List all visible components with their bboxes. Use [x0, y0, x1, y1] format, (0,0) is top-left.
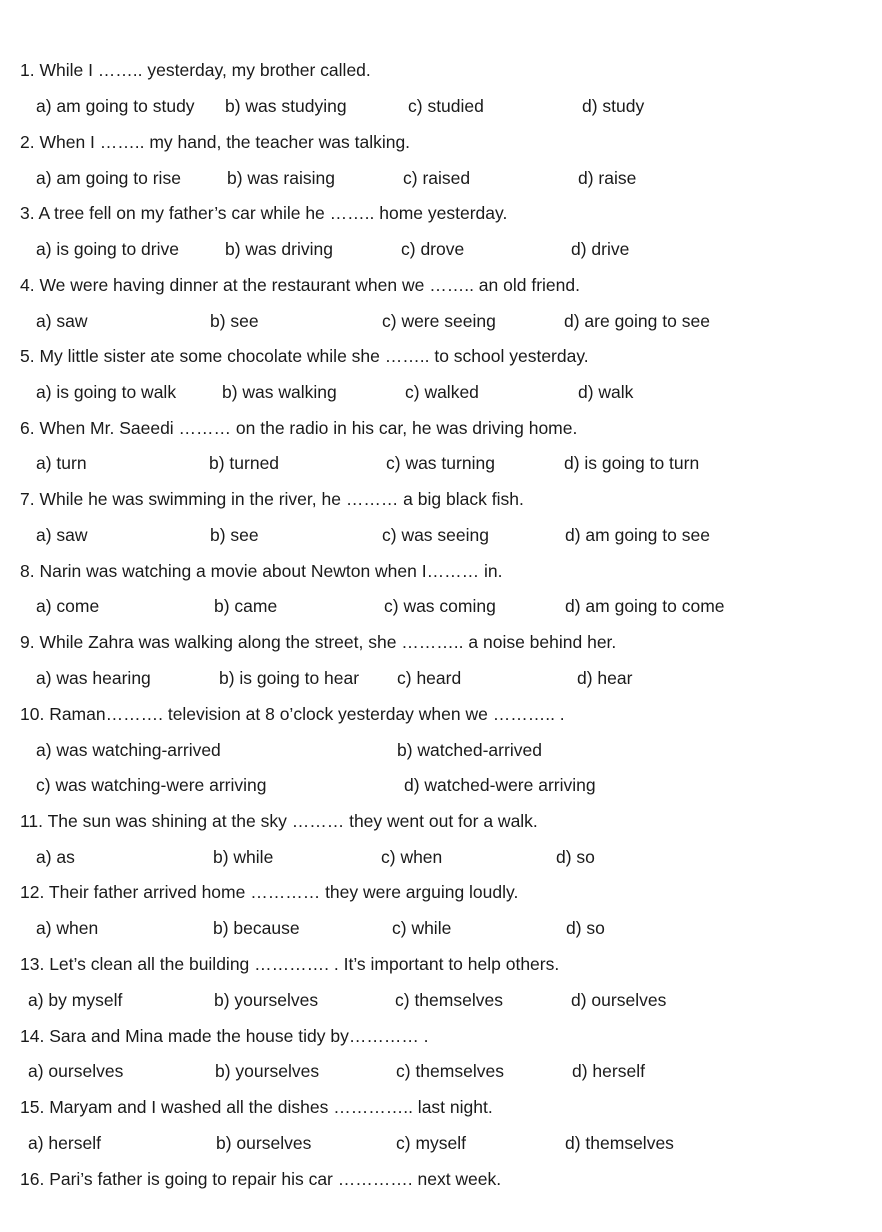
- q6-option-d[interactable]: d) is going to turn: [564, 453, 700, 473]
- q10-option-d[interactable]: d) watched-were arriving: [404, 775, 596, 795]
- q11-option-a[interactable]: a) as: [36, 847, 75, 867]
- q8-option-c[interactable]: c) was coming: [384, 596, 496, 616]
- q15-option-a[interactable]: a) herself: [28, 1133, 101, 1153]
- q6-option-a[interactable]: a) turn: [36, 453, 87, 473]
- question-16: 16. Pari’s father is going to repair his car …………. next week.: [20, 1169, 502, 1189]
- q9-option-a[interactable]: a) was hearing: [36, 668, 151, 688]
- q5-option-d[interactable]: d) walk: [578, 382, 634, 402]
- q11-option-d[interactable]: d) so: [556, 847, 595, 867]
- q7-option-c[interactable]: c) was seeing: [382, 525, 489, 545]
- q8-option-b[interactable]: b) came: [214, 596, 278, 616]
- q2-option-a[interactable]: a) am going to rise: [36, 168, 181, 188]
- q9-option-b[interactable]: b) is going to hear: [219, 668, 360, 688]
- question-4: 4. We were having dinner at the restaurant when we …….. an old friend.: [20, 275, 580, 295]
- question-14: 14. Sara and Mina made the house tidy by………… .: [20, 1026, 429, 1046]
- q15-option-c[interactable]: c) myself: [396, 1133, 466, 1153]
- q5-option-a[interactable]: a) is going to walk: [36, 382, 177, 402]
- q10-option-c[interactable]: c) was watching-were arriving: [36, 775, 267, 795]
- question-7: 7. While he was swimming in the river, he ……… a big black fish.: [20, 489, 524, 509]
- q7-option-a[interactable]: a) saw: [36, 525, 88, 545]
- q7-option-d[interactable]: d) am going to see: [565, 525, 710, 545]
- question-11: 11. The sun was shining at the sky ……… they went out for a walk.: [20, 811, 538, 831]
- q12-option-b[interactable]: b) because: [213, 918, 300, 938]
- q12-option-d[interactable]: d) so: [566, 918, 605, 938]
- q1-option-a[interactable]: a) am going to study: [36, 96, 195, 116]
- q4-option-d[interactable]: d) are going to see: [564, 311, 710, 331]
- question-3: 3. A tree fell on my father’s car while he …….. home yesterday.: [20, 203, 508, 223]
- q2-option-c[interactable]: c) raised: [403, 168, 471, 188]
- q3-option-b[interactable]: b) was driving: [225, 239, 333, 259]
- question-2: 2. When I …….. my hand, the teacher was talking.: [20, 132, 411, 152]
- question-6: 6. When Mr. Saeedi ……… on the radio in his car, he was driving home.: [20, 418, 578, 438]
- q3-option-c[interactable]: c) drove: [401, 239, 465, 259]
- q1-option-d[interactable]: d) study: [582, 96, 645, 116]
- question-1: 1. While I …….. yesterday, my brother called.: [20, 60, 371, 80]
- q7-option-b[interactable]: b) see: [210, 525, 259, 545]
- question-10: 10. Raman………. television at 8 o’clock yesterday when we ……….. .: [20, 704, 565, 724]
- q4-option-a[interactable]: a) saw: [36, 311, 88, 331]
- q8-option-d[interactable]: d) am going to come: [565, 596, 725, 616]
- q13-option-d[interactable]: d) ourselves: [571, 990, 667, 1010]
- question-13: 13. Let’s clean all the building …………. . It’s important to help others.: [20, 954, 560, 974]
- question-5: 5. My little sister ate some chocolate while she …….. to school yesterday.: [20, 346, 589, 366]
- q13-option-a[interactable]: a) by myself: [28, 990, 123, 1010]
- q14-option-a[interactable]: a) ourselves: [28, 1061, 124, 1081]
- q8-option-a[interactable]: a) come: [36, 596, 100, 616]
- q15-option-b[interactable]: b) ourselves: [216, 1133, 312, 1153]
- q2-option-d[interactable]: d) raise: [578, 168, 637, 188]
- q14-option-b[interactable]: b) yourselves: [215, 1061, 320, 1081]
- q3-option-d[interactable]: d) drive: [571, 239, 630, 259]
- q2-option-b[interactable]: b) was raising: [227, 168, 335, 188]
- q11-option-c[interactable]: c) when: [381, 847, 443, 867]
- q13-option-c[interactable]: c) themselves: [395, 990, 503, 1010]
- q6-option-c[interactable]: c) was turning: [386, 453, 495, 473]
- q12-option-a[interactable]: a) when: [36, 918, 99, 938]
- q12-option-c[interactable]: c) while: [392, 918, 452, 938]
- q9-option-d[interactable]: d) hear: [577, 668, 633, 688]
- q10-option-a[interactable]: a) was watching-arrived: [36, 740, 221, 760]
- question-12: 12. Their father arrived home ………… they were arguing loudly.: [20, 882, 519, 902]
- question-15: 15. Maryam and I washed all the dishes ………….. last night.: [20, 1097, 493, 1117]
- q3-option-a[interactable]: a) is going to drive: [36, 239, 179, 259]
- q14-option-c[interactable]: c) themselves: [396, 1061, 504, 1081]
- q9-option-c[interactable]: c) heard: [397, 668, 462, 688]
- q1-option-b[interactable]: b) was studying: [225, 96, 347, 116]
- q4-option-c[interactable]: c) were seeing: [382, 311, 496, 331]
- q5-option-b[interactable]: b) was walking: [222, 382, 337, 402]
- q14-option-d[interactable]: d) herself: [572, 1061, 645, 1081]
- question-9: 9. While Zahra was walking along the street, she ……….. a noise behind her.: [20, 632, 617, 652]
- q1-option-c[interactable]: c) studied: [408, 96, 484, 116]
- q13-option-b[interactable]: b) yourselves: [214, 990, 319, 1010]
- q4-option-b[interactable]: b) see: [210, 311, 259, 331]
- question-8: 8. Narin was watching a movie about Newton when I……… in.: [20, 561, 503, 581]
- q5-option-c[interactable]: c) walked: [405, 382, 479, 402]
- q15-option-d[interactable]: d) themselves: [565, 1133, 674, 1153]
- q6-option-b[interactable]: b) turned: [209, 453, 280, 473]
- q10-option-b[interactable]: b) watched-arrived: [397, 740, 542, 760]
- q11-option-b[interactable]: b) while: [213, 847, 274, 867]
